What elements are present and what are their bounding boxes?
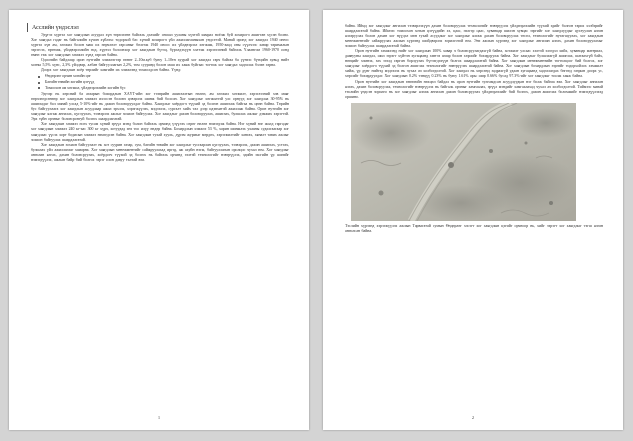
paragraph[interactable]: Доорх хог хаягдлын хоёр төрлийг хамгийн их хэмжээнд тохиолдсон байна. Үүнд: (41, 68, 182, 73)
photo-caption[interactable]: Тэслийн хүрээнд хэрэгжүүлэх ажлын Тарвагатай сумын Өндөрлөг хэсэгт хог хаягдлын цэгийг орчноор нь, хийг зэрэгт хог хаягдлыг тэгш ялган ангилсан байна. (345, 223, 603, 233)
section-heading-text[interactable]: Асслийн үндэслэл (32, 25, 79, 31)
document-page-2 (323, 10, 623, 430)
paragraph[interactable]: байна. Иймд хог хаягдлыг ангилан тээвэрлэхүүн дахин боловсруулах технологийг нэвтрүүлэх үйлдвэрлэлийн түүхий эдийг болгон тарих хэлбэрийг шаардлагатай байна. Иймээс томоохон хотын цэгүүдийн хэ, цаас, гилгэр цаас, хуванцар шилэн хувцас зэргийг хог хаягдлуудыг цуглуулан ялган ялгаруулах болон дахин хог нүүдэл мөн тухай асуудлыг хог хаягдлыг ялгаж дахин боловсруулах төсөл, технологийг нутагшуулах, хог хаягдлын менежментийг сайжруулах ажлын хүрээнд шийдвэрлэх зорилготой юм. Энэ ажлын хүрээнд хог хаягдлыг ангилан ялгах, дахин боловсруулахыг зохион байгуулах шаардлагатай байна. (345, 24, 603, 49)
bullet-item[interactable]: Томоохон ам хөгжил, үйлдвэрлэлийн хогийн бүс (45, 86, 289, 92)
page-2-content (345, 24, 603, 234)
paragraph[interactable]: Орон нутгийн хэмжээнд нийт хог хаягдлын 100% хавар ч боловсруулагдахгүй байна, хотжилт улсаас хэлтэй элэгдэл хийх, хуванцар материал, даавууны хаягдал, шил зэрэгт хүйтэн хугацаанд хэвтээ агаар болон хөрсийг бохирдуулж байна. Хог хаягдлыг булшлахгүй ашиглах, шатаахгүй байх, нөөцийг хэмнэх, зах зээлд гарган борлуулах бүтээгдэхүүн болгох шаардлагатай байна. Хог хаягдлын менежментийн тогтолцоог бий болгох, хог хаягдлыг хоёрдогч түүхий эд болгон ашиглах технологийг нэвтрүүлэх шаардлагатай байна. Хог хаягдлын бохирдлын зэргийг тодорхойлох хэмжилт хийж, үр дүнг нийтэд мэдээлэх нь чухал ач холбогдолтой. Хог хаягдал нь хөрсөнд задрахгүй удаан хугацаанд хадгалагдах бөгөөд газрын доорх ус, хөрсийг бохирдуулдаг. Хог хаягдлын 0.2% тэнцүү 0.23% нь буюу 1.61% арьс шир 0.66% бусад 97.3%-ийг хог хаягдлыг тоолж хаяж байна. (345, 49, 603, 79)
section-heading (31, 24, 289, 32)
paragraph[interactable]: Одоогийн байдлаар орон нутгийн хэмжээгээр өөнөт 2–10м.куб буюу 1–10тн хуурай хог хаягдал гарч байгаа ба үүнээс бүтцийн хувьд нийт хогны 5,5% хүнс, 2,3% үйлдвэр, албан байгууллагын 2,2%, том сууринд болон маш их хаяж буйгаас тогтож хог хаягдал хадгалах бэлэн гарна. (31, 58, 289, 68)
page-number: 2 (471, 415, 475, 420)
text-cursor (27, 23, 29, 32)
page-number: 1 (157, 415, 161, 420)
bullet-list (31, 74, 289, 91)
bullet-item[interactable]: Өндөрлөг орчин хогийн цэг (45, 74, 289, 80)
document-page-1 (9, 10, 309, 430)
paragraph[interactable]: Эдгээр нь хөрсний ба агаарын бохирдлын ХАҮТ-ийн хог тээврийн ашиглалтын нөлөө, ам хөгжил хотжилт, хэрэглээний хэв маяг өөрчлөгдсөнөөр хог хаягдлын хэмжээ ихэссэн боловч цэвэрлэх шинж бий болсон. Хог хаягдлыг хөгжилтэй улс орнууд хог хаягдлаа 30-95% нь ашигладаг бол манай улсад 5-10%-ийг нь дахин боловсруулдаг байна. Хаягдлыг хоёрдогч түүхий эд болгон ашиглаж байгаа нь цөөн байна. Төрийн бус байгууллага хог хаягдлын асуудлаар ажил эрхлэх, хэрэгжүүлэх, мэдээлэх, сургалт хийх тал дээр идэвхитэй ажиллаж байна. Орон нутгийн хог хаягдлыг ялгаж ангилах, цуглуулах, тээвэрлэх ажлыг зохион байгуулах. Хог хаягдлыг дахин боловсруулах, ашиглах, булшлах ажлыг дэмжих хэрэгтэй. Эрх зүйн орчныг боловсронгуй болгох шаардлагатай. (31, 92, 289, 122)
paragraph[interactable]: Эдүгээ хүртэл хог хаягдлын асуудал хүн төрөлхтөн байгаль дэлхийг оношл ууланы хүчтэй хямрал ноёлж буй хохирогч ашигтан хүсэн болно. Хог хаягдал гадаг нь байгалийн хүчин хүйлэхс тодорхой бас хүний хохирогч үйл ажиллагааныхан ундсэтэй. Манай оронд хог хаягдал 1940 онеос хүртэл хүн ам, хөгжил болон маш их өөрчлөлт гарсаныг бөлгөж 1940 оноос их үйлдвэрлэл хөгжиж, 1950-ааад оны сүүлчээс хавар тарималын зэрэгсэх, өртөмж, үйлдвэрлэлийн гид, хүртэл болсонхор хог хаягдлын бүтэц, бүрэлдэхүүн хэлтэж хэрэглээний байгаль Үлаангом 1960-1970 оонд өмнө гэж хог хаягдлын хэмжээ хүнд гарсан байна. (31, 33, 289, 58)
page-1-content (31, 24, 289, 163)
paragraph[interactable]: Хог хаягдлын хэмжээ өсөх тусам хүний эрүүл мэнд болон байгаль орчинд үзүүлэх сөрөг нөлөө нэмэгдэж байна. Нэг хүний нэг жилд гаргадаг хог хаягдлын хэмжээ 240 кг-аас 300 кг хүрч, хотуудад энэ тоо илүү өндөр байна. Бохирдлын хэмжээ 53 %, харин шинжлэх ухааны судалгаагаар хог хаягдлаас үүсэх хорт бодисын хэмжээ нэмэгдсэн байна. Хог хаягдлын тухай хууль, дүрэм журмыг мөрдөх, хэрэгжилтийг хангах, хяналт тавих ажлыг зохион байгуулах шаардлагатай. (31, 122, 289, 142)
paragraph[interactable]: Орон нутгийн хог хаягдлын өнөөгийн нөхцөл байдал нь орон нутгийн тулгамдсан асуудлуудын нэг болж байгаа юм. Хог хаягдлыг ангилан ялгах, дахин боловсруулах, технологийг нэвтрүүлэх нь байгаль орчныг хамгаалах, эрүүл мэндийг хамгаалахад чухал ач холбогдолтой. Тиймээс манай төслийн үндсэн зорилго нь хог хаягдлыг ялгаж ангилан дахин боловсруулах үйлдвэрлэлийг бий болгох, дахин ашиглах боломжийг нэмэгдүүлэхэд оршино. (345, 79, 603, 99)
embedded-photo-image (351, 103, 576, 221)
document-photo[interactable] (351, 103, 576, 221)
bullet-item[interactable]: Багийн төвийн хогийн цэгүүд (45, 80, 289, 86)
paragraph[interactable]: Хог хаягдлын зохион байгуулалт нь хот суурин газар, сум, багийн төвийн хог хаягдлыг тусгаарлан цуглуулах, тээвэрлэх, дахин ашиглах, устгах, булшлах үйл ажиллагааг хамарна. Хог хаягдлын менежментийг сайжруулахад иргэд, аж ахуйн нэгж, байгууллагын оролцоо чухал юм. Хог хаягдлыг ангилан ялгах, дахин боловсруулах, хоёрдогч түүхий эд болгох нь байгаль орчинд ээлтэй технологийг нэвтрүүлэх, эдийн засгийн үр ашгийг нэмэгдүүлэх, ажлын байр бий болгох зэрэг олон давуу талтай юм. (31, 142, 289, 162)
